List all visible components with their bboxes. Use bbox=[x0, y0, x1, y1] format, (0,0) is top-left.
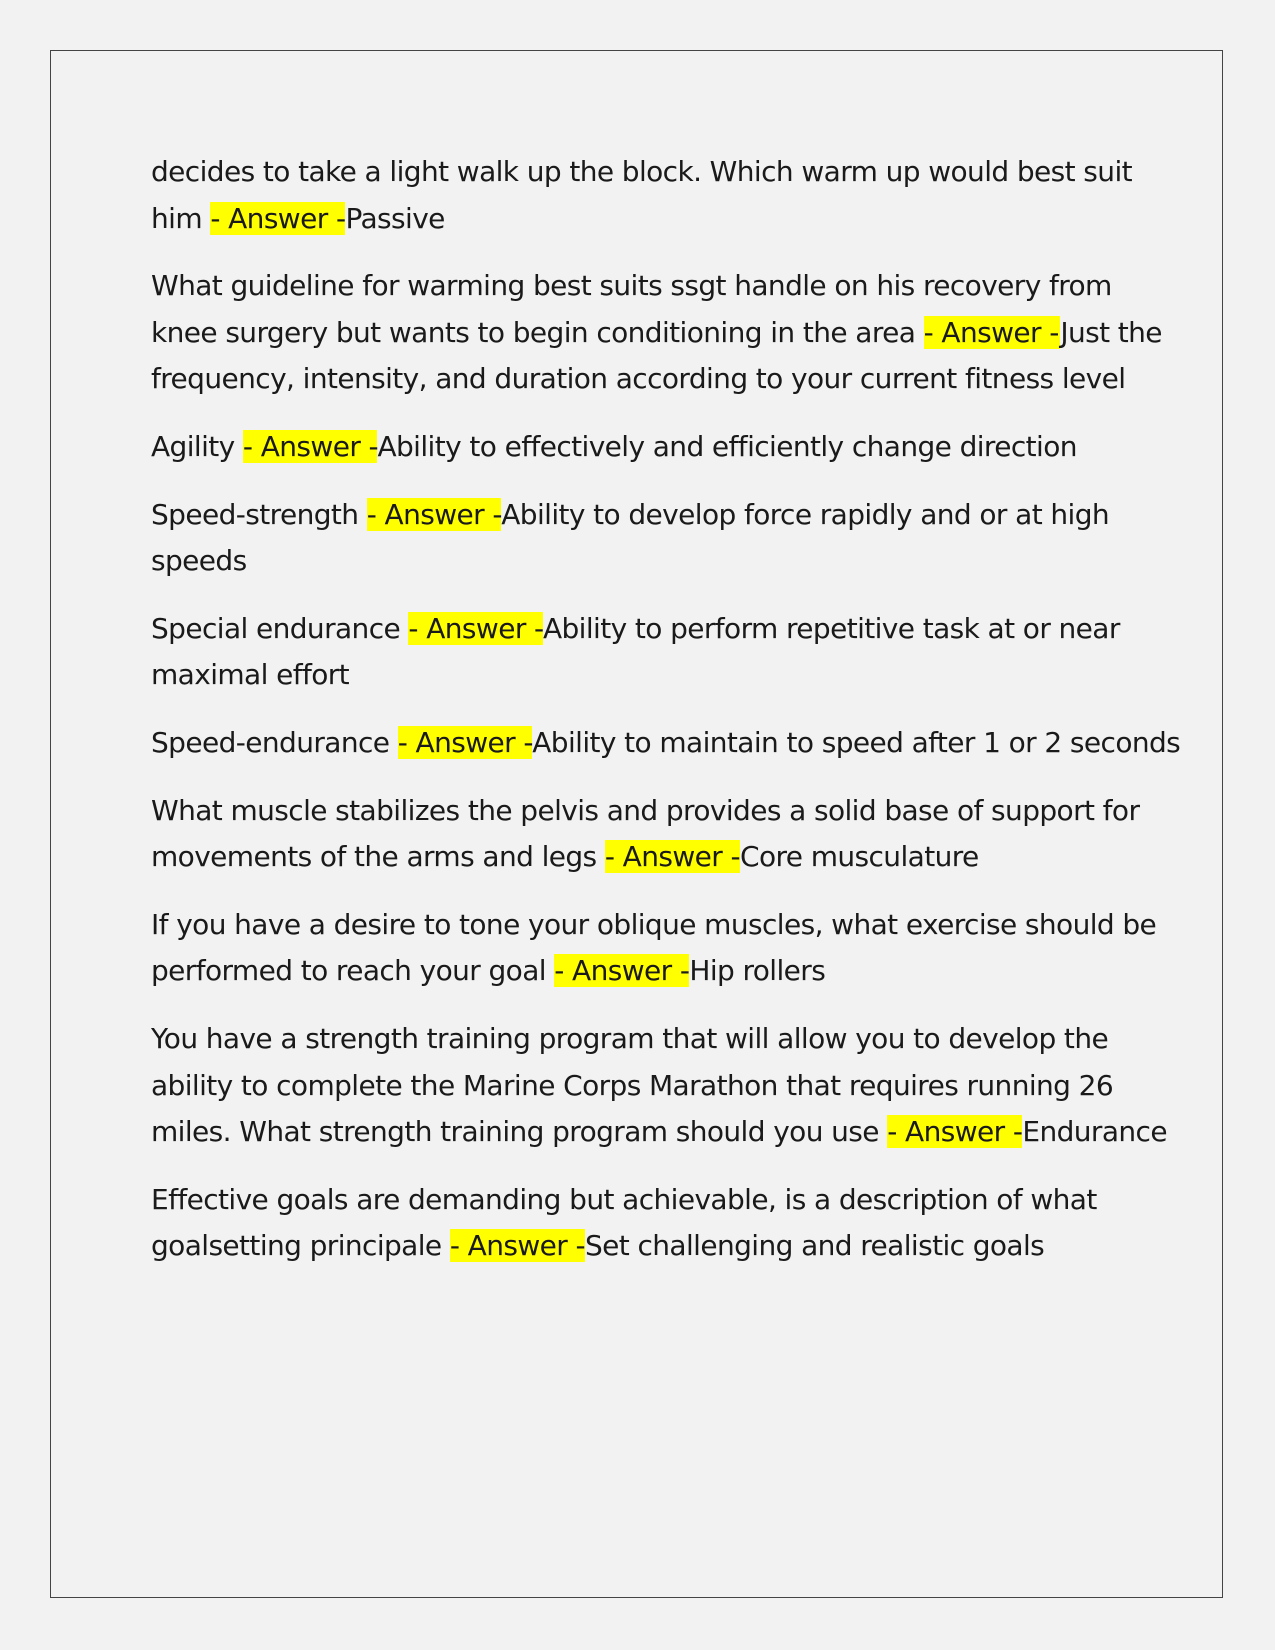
question-text: What guideline for warming best suits ssgt handle on his recovery from knee surgery but wants to begin conditioning in the area bbox=[151, 269, 1112, 349]
qa-item bbox=[151, 263, 1181, 403]
qa-item bbox=[151, 720, 1181, 767]
document-page bbox=[50, 50, 1223, 1598]
answer-marker: - Answer - bbox=[397, 725, 533, 759]
answer-marker: - Answer - bbox=[554, 954, 690, 988]
question-text: decides to take a light walk up the block. Which warm up would best suit him bbox=[151, 155, 1133, 235]
answer-marker: - Answer - bbox=[923, 315, 1061, 349]
question-text: Agility bbox=[151, 429, 243, 463]
question-text: Effective goals are demanding but achievable, is a description of what goalsetting principale bbox=[151, 1182, 1097, 1263]
document-body bbox=[151, 149, 1181, 1291]
qa-item bbox=[151, 1016, 1181, 1156]
answer-text: Core musculature bbox=[740, 840, 979, 874]
qa-item bbox=[151, 606, 1181, 699]
answer-marker: - Answer - bbox=[449, 1229, 585, 1263]
answer-marker: - Answer - bbox=[604, 840, 740, 874]
question-text: What muscle stabilizes the pelvis and provides a solid base of support for movements of the arms and legs bbox=[151, 793, 1140, 874]
qa-item bbox=[151, 149, 1181, 242]
answer-text: Ability to develop force rapidly and or at high speeds bbox=[151, 497, 1110, 578]
qa-item bbox=[151, 902, 1181, 995]
qa-item bbox=[151, 492, 1181, 585]
answer-marker: - Answer - bbox=[242, 429, 378, 463]
answer-text: Endurance bbox=[1022, 1115, 1167, 1149]
answer-text: Just the frequency, intensity, and duration according to your current fitness level bbox=[151, 315, 1162, 396]
qa-item bbox=[151, 788, 1181, 881]
answer-text: Passive bbox=[345, 201, 445, 235]
answer-marker: - Answer - bbox=[366, 497, 502, 531]
question-text: Special endurance bbox=[151, 611, 409, 645]
question-text: You have a strength training program that will allow you to develop the ability to complete the Marine Corps Marathon that requires running 26 miles. What strength training program should you use bbox=[151, 1021, 1114, 1149]
qa-item bbox=[151, 1177, 1181, 1270]
answer-text: Hip rollers bbox=[689, 954, 826, 988]
question-text: If you have a desire to tone your oblique muscles, what exercise should be performed to reach your goal bbox=[151, 907, 1157, 988]
question-text: Speed-strength bbox=[151, 497, 367, 531]
answer-text: Ability to perform repetitive task at or near maximal effort bbox=[151, 611, 1120, 692]
answer-text: Set challenging and realistic goals bbox=[584, 1229, 1045, 1263]
answer-text: Ability to effectively and efficiently change direction bbox=[377, 429, 1077, 463]
answer-marker: - Answer - bbox=[887, 1115, 1023, 1149]
qa-item bbox=[151, 424, 1181, 471]
answer-text: Ability to maintain to speed after 1 or 2 seconds bbox=[532, 725, 1181, 759]
answer-marker: - Answer - bbox=[408, 611, 543, 645]
answer-marker: - Answer - bbox=[210, 201, 346, 235]
question-text: Speed-endurance bbox=[151, 725, 398, 759]
